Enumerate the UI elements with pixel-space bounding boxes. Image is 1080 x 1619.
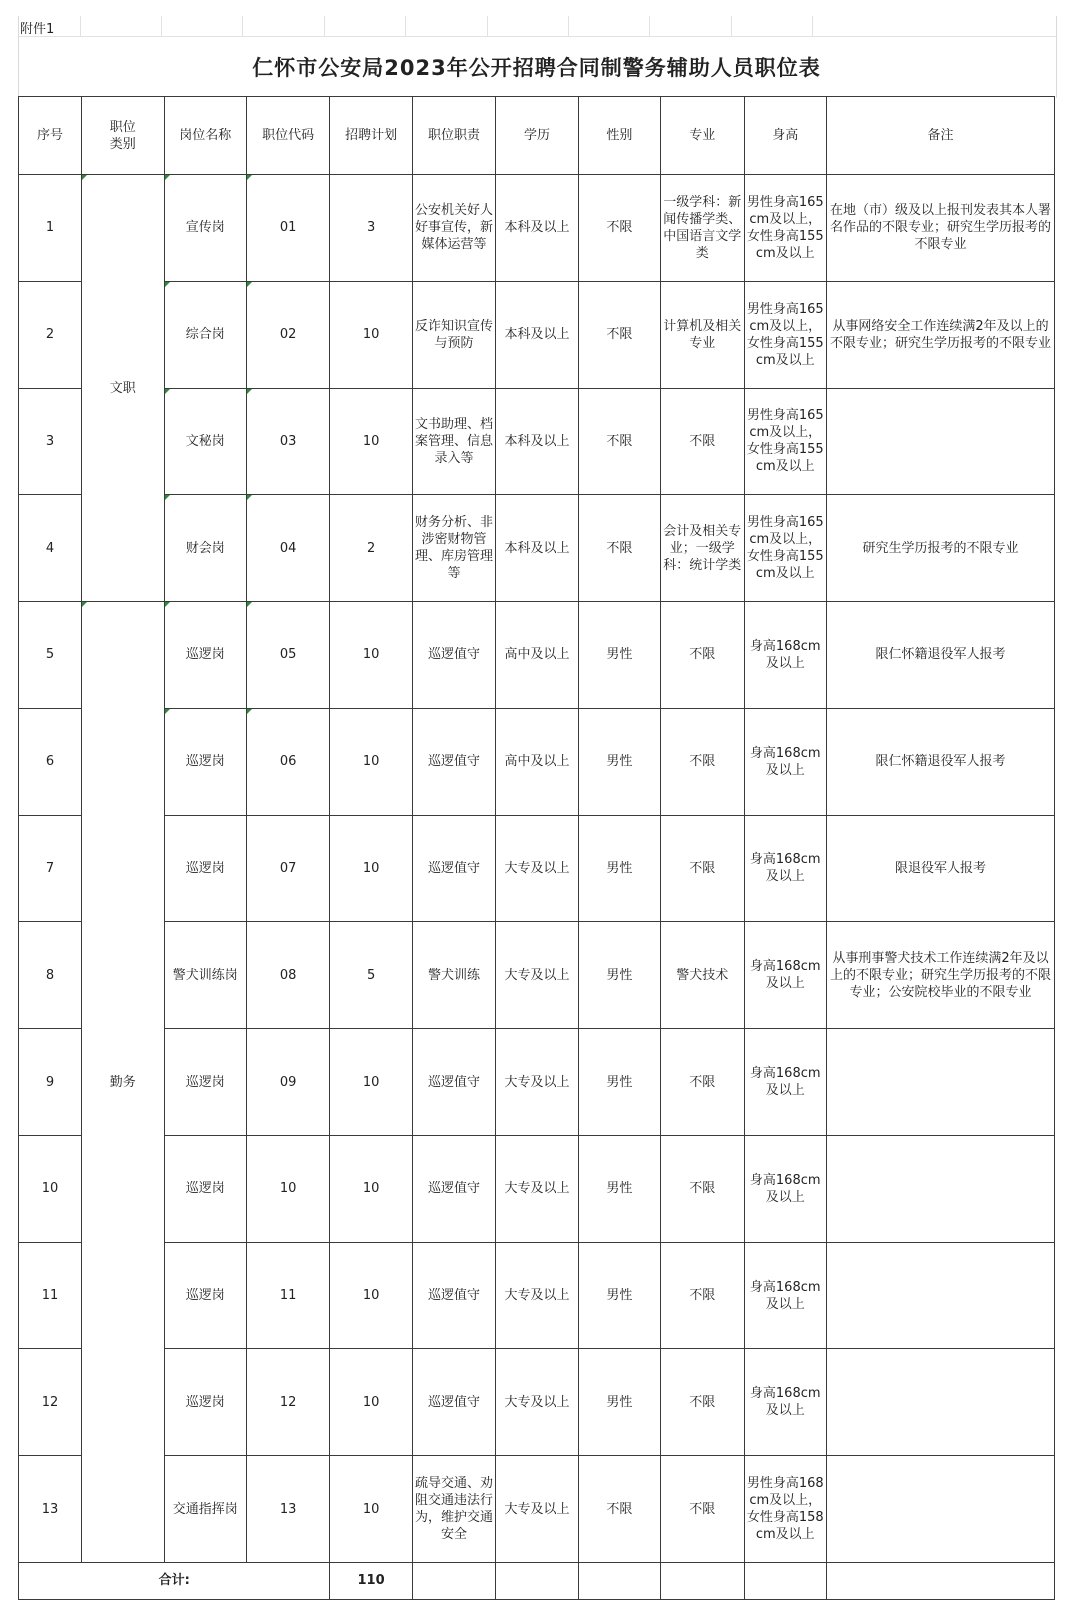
table-row	[19, 495, 1055, 602]
height-cell: 男性身高165cm及以上，女性身高155cm及以上	[744, 281, 826, 388]
row-number: 8	[19, 922, 82, 1029]
post-code: 04	[246, 495, 329, 602]
gender-cell: 男性	[578, 1029, 660, 1136]
post-name: 宣传岗	[164, 175, 246, 282]
header-gender: 性别	[578, 97, 660, 175]
education-cell: 高中及以上	[496, 602, 578, 709]
note-cell: 研究生学历报考的不限专业	[826, 495, 1054, 602]
header-post: 岗位名称	[164, 97, 246, 175]
post-code: 01	[246, 175, 329, 282]
table-row	[19, 1029, 1055, 1136]
table-row	[19, 815, 1055, 922]
document-title: 仁怀市公安局2023年公开招聘合同制警务辅助人员职位表	[252, 56, 821, 80]
table-row	[19, 708, 1055, 815]
major-cell: 不限	[661, 602, 744, 709]
recruit-plan: 3	[330, 175, 412, 282]
header-major: 专业	[661, 97, 744, 175]
gender-cell: 不限	[578, 495, 660, 602]
header-category: 职位类别	[82, 97, 164, 175]
table-row	[19, 1349, 1055, 1456]
position-table	[18, 96, 1055, 1600]
gender-cell: 男性	[578, 1349, 660, 1456]
height-cell: 身高168cm及以上	[744, 1349, 826, 1456]
header-duty: 职位职责	[412, 97, 495, 175]
row-number: 3	[19, 388, 82, 495]
post-name: 巡逻岗	[164, 1242, 246, 1349]
post-code: 03	[246, 388, 329, 495]
table-row	[19, 1135, 1055, 1242]
height-cell: 男性身高165cm及以上，女性身高155cm及以上	[744, 175, 826, 282]
height-cell: 身高168cm及以上	[744, 1029, 826, 1136]
row-number: 1	[19, 175, 82, 282]
post-name: 巡逻岗	[164, 602, 246, 709]
height-cell: 身高168cm及以上	[744, 602, 826, 709]
post-name: 综合岗	[164, 281, 246, 388]
header-note: 备注	[826, 97, 1054, 175]
post-code: 08	[246, 922, 329, 1029]
height-cell: 身高168cm及以上	[744, 922, 826, 1029]
row-number: 4	[19, 495, 82, 602]
total-empty-cell	[744, 1562, 826, 1599]
recruit-plan: 10	[330, 1135, 412, 1242]
height-cell: 身高168cm及以上	[744, 708, 826, 815]
row-number: 6	[19, 708, 82, 815]
education-cell: 大专及以上	[496, 1135, 578, 1242]
note-cell: 限仁怀籍退役军人报考	[826, 708, 1054, 815]
note-cell	[826, 1456, 1054, 1563]
note-cell: 从事刑事警犬技术工作连续满2年及以上的不限专业；研究生学历报考的不限专业；公安院校毕业的不限专业	[826, 922, 1054, 1029]
recruit-plan: 5	[330, 922, 412, 1029]
header-education: 学历	[496, 97, 578, 175]
recruit-plan: 10	[330, 815, 412, 922]
duty-cell: 疏导交通、劝阻交通违法行为，维护交通安全	[412, 1456, 495, 1563]
table-row	[19, 175, 1055, 282]
education-cell: 大专及以上	[496, 922, 578, 1029]
header-no: 序号	[19, 97, 82, 175]
header-plan: 招聘计划	[330, 97, 412, 175]
table-header-row	[19, 97, 1055, 175]
total-empty-cell	[578, 1562, 660, 1599]
row-number: 10	[19, 1135, 82, 1242]
education-cell: 大专及以上	[496, 1242, 578, 1349]
post-code: 13	[246, 1456, 329, 1563]
category-cell: 文职	[82, 175, 164, 602]
total-value: 110	[330, 1562, 412, 1599]
header-height: 身高	[744, 97, 826, 175]
recruit-plan: 10	[330, 281, 412, 388]
duty-cell: 财务分析、非涉密财物管理、库房管理等	[412, 495, 495, 602]
duty-cell: 巡逻值守	[412, 602, 495, 709]
row-number: 12	[19, 1349, 82, 1456]
total-row	[19, 1562, 1055, 1599]
note-cell	[826, 1349, 1054, 1456]
post-name: 财会岗	[164, 495, 246, 602]
education-cell: 大专及以上	[496, 1349, 578, 1456]
duty-cell: 巡逻值守	[412, 815, 495, 922]
gender-cell: 不限	[578, 281, 660, 388]
duty-cell: 巡逻值守	[412, 1135, 495, 1242]
gender-cell: 不限	[578, 388, 660, 495]
gender-cell: 男性	[578, 602, 660, 709]
post-code: 11	[246, 1242, 329, 1349]
table-row	[19, 281, 1055, 388]
note-cell: 在地（市）级及以上报刊发表其本人署名作品的不限专业；研究生学历报考的不限专业	[826, 175, 1054, 282]
gender-cell: 不限	[578, 175, 660, 282]
post-code: 12	[246, 1349, 329, 1456]
note-cell: 限退役军人报考	[826, 815, 1054, 922]
height-cell: 男性身高165cm及以上，女性身高155cm及以上	[744, 495, 826, 602]
major-cell: 警犬技术	[661, 922, 744, 1029]
duty-cell: 警犬训练	[412, 922, 495, 1029]
total-empty-cell	[661, 1562, 744, 1599]
row-number: 11	[19, 1242, 82, 1349]
duty-cell: 巡逻值守	[412, 1029, 495, 1136]
note-cell	[826, 1029, 1054, 1136]
education-cell: 大专及以上	[496, 1029, 578, 1136]
table-row	[19, 922, 1055, 1029]
duty-cell: 文书助理、档案管理、信息录入等	[412, 388, 495, 495]
recruit-plan: 10	[330, 602, 412, 709]
post-name: 警犬训练岗	[164, 922, 246, 1029]
table-row	[19, 602, 1055, 709]
note-cell: 从事网络安全工作连续满2年及以上的不限专业；研究生学历报考的不限专业	[826, 281, 1054, 388]
total-empty-cell	[826, 1562, 1054, 1599]
row-number: 5	[19, 602, 82, 709]
post-code: 06	[246, 708, 329, 815]
row-number: 9	[19, 1029, 82, 1136]
height-cell: 身高168cm及以上	[744, 815, 826, 922]
major-cell: 一级学科：新闻传播学类、中国语言文学类	[661, 175, 744, 282]
post-name: 巡逻岗	[164, 815, 246, 922]
recruit-plan: 10	[330, 1242, 412, 1349]
duty-cell: 反诈知识宣传与预防	[412, 281, 495, 388]
table-row	[19, 1242, 1055, 1349]
education-cell: 本科及以上	[496, 175, 578, 282]
gender-cell: 男性	[578, 815, 660, 922]
recruit-plan: 2	[330, 495, 412, 602]
row-number: 2	[19, 281, 82, 388]
major-cell: 不限	[661, 1456, 744, 1563]
education-cell: 本科及以上	[496, 281, 578, 388]
post-code: 02	[246, 281, 329, 388]
post-name: 巡逻岗	[164, 1029, 246, 1136]
note-cell: 限仁怀籍退役军人报考	[826, 602, 1054, 709]
gender-cell: 男性	[578, 708, 660, 815]
row-number: 7	[19, 815, 82, 922]
category-cell: 勤务	[82, 602, 164, 1563]
gender-cell: 男性	[578, 1135, 660, 1242]
gender-cell: 不限	[578, 1456, 660, 1563]
note-cell	[826, 1135, 1054, 1242]
total-label: 合计:	[19, 1562, 330, 1599]
table-row	[19, 1456, 1055, 1563]
recruit-plan: 10	[330, 1456, 412, 1563]
post-name: 巡逻岗	[164, 1349, 246, 1456]
major-cell: 不限	[661, 1242, 744, 1349]
height-cell: 身高168cm及以上	[744, 1135, 826, 1242]
major-cell: 不限	[661, 708, 744, 815]
post-name: 文秘岗	[164, 388, 246, 495]
post-code: 07	[246, 815, 329, 922]
education-cell: 本科及以上	[496, 495, 578, 602]
duty-cell: 巡逻值守	[412, 1242, 495, 1349]
education-cell: 高中及以上	[496, 708, 578, 815]
duty-cell: 巡逻值守	[412, 1349, 495, 1456]
post-name: 巡逻岗	[164, 708, 246, 815]
recruit-plan: 10	[330, 708, 412, 815]
major-cell: 会计及相关专业；一级学科：统计学类	[661, 495, 744, 602]
note-cell	[826, 388, 1054, 495]
post-code: 10	[246, 1135, 329, 1242]
major-cell: 不限	[661, 1135, 744, 1242]
table-row	[19, 388, 1055, 495]
major-cell: 不限	[661, 1029, 744, 1136]
education-cell: 大专及以上	[496, 1456, 578, 1563]
major-cell: 计算机及相关专业	[661, 281, 744, 388]
note-cell	[826, 1242, 1054, 1349]
recruit-plan: 10	[330, 1349, 412, 1456]
education-cell: 本科及以上	[496, 388, 578, 495]
education-cell: 大专及以上	[496, 815, 578, 922]
major-cell: 不限	[661, 388, 744, 495]
height-cell: 男性身高165cm及以上，女性身高155cm及以上	[744, 388, 826, 495]
post-code: 09	[246, 1029, 329, 1136]
post-name: 交通指挥岗	[164, 1456, 246, 1563]
gender-cell: 男性	[578, 922, 660, 1029]
recruit-plan: 10	[330, 388, 412, 495]
duty-cell: 巡逻值守	[412, 708, 495, 815]
major-cell: 不限	[661, 815, 744, 922]
duty-cell: 公安机关好人好事宣传，新媒体运营等	[412, 175, 495, 282]
row-number: 13	[19, 1456, 82, 1563]
total-empty-cell	[496, 1562, 578, 1599]
attachment-label: 附件1	[20, 22, 55, 37]
major-cell: 不限	[661, 1349, 744, 1456]
recruit-plan: 10	[330, 1029, 412, 1136]
height-cell: 身高168cm及以上	[744, 1242, 826, 1349]
total-empty-cell	[412, 1562, 495, 1599]
gender-cell: 男性	[578, 1242, 660, 1349]
height-cell: 男性身高168cm及以上，女性身高158cm及以上	[744, 1456, 826, 1563]
post-name: 巡逻岗	[164, 1135, 246, 1242]
header-code: 职位代码	[246, 97, 329, 175]
post-code: 05	[246, 602, 329, 709]
